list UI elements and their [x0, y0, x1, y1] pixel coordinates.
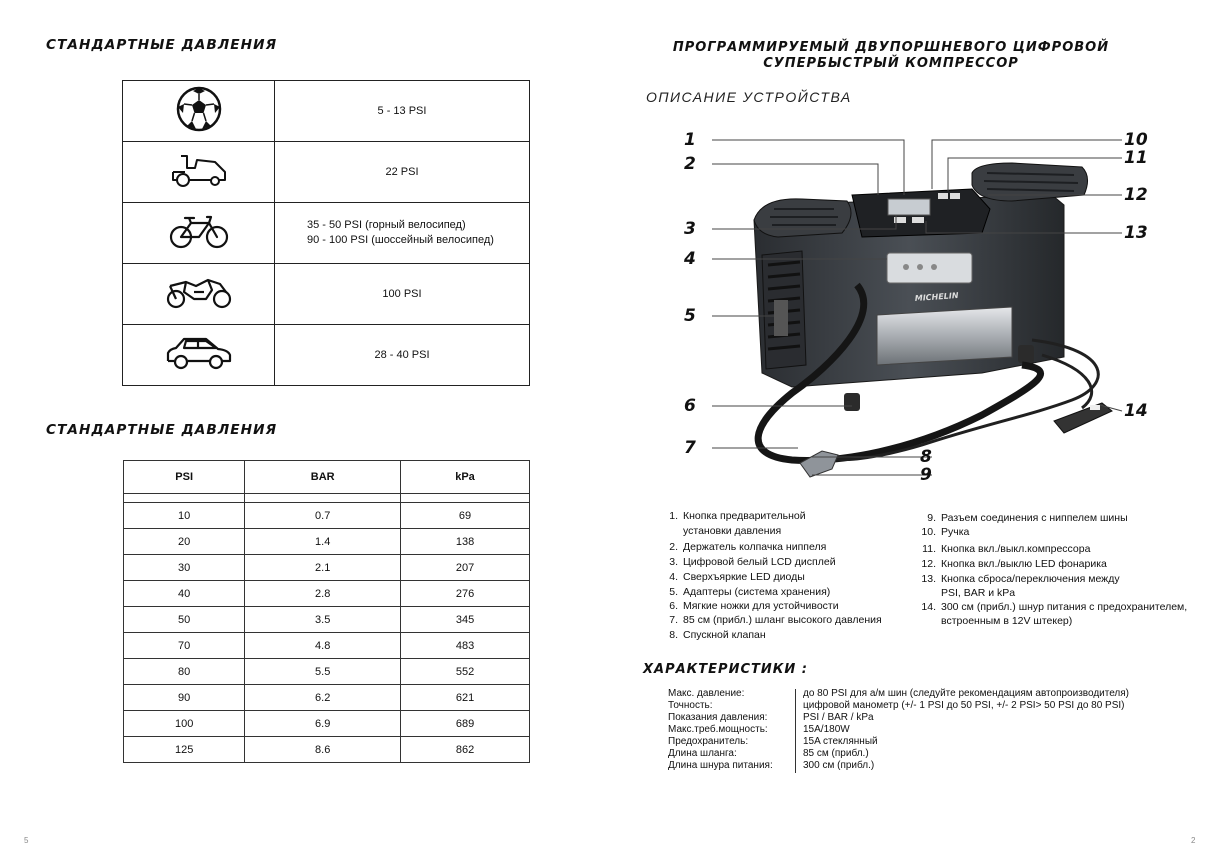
soft-foot: [1018, 345, 1034, 363]
standard-pressures-heading-2: СТАНДАРТНЫЕ ДАВЛЕНИЯ: [46, 423, 278, 438]
table-row: [123, 203, 530, 264]
pressure-icon-table: [122, 80, 530, 386]
power-cord: [1042, 355, 1092, 408]
pressure-value-cell: 35 - 50 PSI (горный велосипед) 90 - 100 PSI (шоссейный велосипед): [275, 203, 530, 264]
callout-1: 1: [684, 130, 696, 150]
icon-cell: [123, 203, 275, 264]
callout-4: 4: [684, 249, 696, 269]
display-button: [938, 193, 948, 199]
table-row: 125 8.6 862: [124, 737, 530, 763]
callout-13: 13: [1124, 223, 1148, 243]
spec-label: Длина шнура питания:: [668, 760, 773, 771]
table-header-row: [124, 461, 530, 494]
list-item: 7. 85 см (прибл.) шланг высокого давления: [669, 614, 882, 626]
table-row: [123, 81, 530, 142]
table-row: [123, 264, 530, 325]
spec-label: Показания давления:: [668, 712, 768, 723]
spec-value: 15A/180W: [803, 724, 850, 735]
table-row: 100 6.9 689: [124, 711, 530, 737]
lawn-mower-icon: [167, 150, 231, 190]
callout-7: 7: [684, 438, 696, 458]
compressor-illustration: [682, 125, 1154, 500]
table-row: 80 5.5 552: [124, 659, 530, 685]
soft-foot: [844, 393, 860, 411]
brand-logo: MICHELIN: [914, 290, 959, 303]
lcd-display: [888, 199, 930, 215]
spec-value: цифровой манометр (+/- 1 PSI до 50 PSI, +/- 2 PSI> 50 PSI до 80 PSI): [803, 700, 1125, 711]
led-diode: [917, 264, 923, 270]
icon-cell: [123, 142, 275, 203]
spec-value: до 80 PSI для а/м шин (следуйте рекомендациям автопроизводителя): [803, 688, 1130, 699]
column-header-bar: BAR: [245, 461, 401, 494]
pressure-conversion-table: [123, 460, 530, 763]
list-item: 13. Кнопка сброса/переключения между: [921, 573, 1120, 585]
table-spacer-row: [124, 494, 530, 503]
spec-value: 300 см (прибл.): [803, 760, 875, 771]
table-row: 70 4.8 483: [124, 633, 530, 659]
spec-value: PSI / BAR / kPa: [803, 712, 874, 723]
fuse-indicator: [1090, 405, 1100, 410]
icon-cell: [123, 264, 275, 325]
compressor-cylinder: [877, 307, 1012, 365]
table-row: 10 0.7 69: [124, 503, 530, 529]
table-row: 20 1.4 138: [124, 529, 530, 555]
specs-divider: [795, 689, 796, 773]
callout-3: 3: [684, 219, 696, 239]
device-description-subtitle: ОПИСАНИЕ УСТРОЙСТВА: [646, 89, 852, 105]
display-button: [950, 193, 960, 199]
pressure-value-cell: 28 - 40 PSI: [275, 325, 530, 386]
icon-cell: [123, 325, 275, 386]
motorcycle-icon: [164, 272, 234, 312]
list-item: 9. Разъем соединения с ниппелем шины: [927, 512, 1128, 524]
callout-5: 5: [684, 306, 696, 326]
specifications-heading: ХАРАКТЕРИСТИКИ :: [643, 662, 808, 677]
spec-label: Предохранитель:: [668, 736, 749, 747]
spec-label: Точность:: [668, 700, 713, 711]
led-panel: [887, 253, 972, 283]
bicycle-icon: [167, 211, 231, 251]
callout-11: 11: [1124, 148, 1148, 168]
table-row: 30 2.1 207: [124, 555, 530, 581]
callout-14: 14: [1124, 401, 1148, 421]
pressure-value-cell: 100 PSI: [275, 264, 530, 325]
list-item-continuation: PSI, BAR и kPa: [941, 587, 1016, 599]
table-row: [123, 142, 530, 203]
list-item: 10. Ручка: [921, 526, 970, 538]
table-row: 50 3.5 345: [124, 607, 530, 633]
list-item-continuation: встроенным в 12V штекер): [941, 615, 1073, 627]
list-item-continuation: установки давления: [683, 525, 782, 537]
list-item: 3. Цифровой белый LCD дисплей: [669, 556, 836, 568]
table-row: 90 6.2 621: [124, 685, 530, 711]
list-item: 1. Кнопка предварительной: [669, 510, 806, 522]
adapter-storage: [774, 300, 788, 336]
icon-cell: [123, 81, 275, 142]
callout-6: 6: [684, 396, 696, 416]
list-item: 2. Держатель колпачка ниппеля: [669, 541, 827, 553]
callout-9: 9: [920, 465, 932, 485]
list-item: 8. Спускной клапан: [669, 629, 766, 641]
display-button: [912, 217, 924, 223]
tire-connector: [800, 451, 838, 477]
callout-12: 12: [1124, 185, 1148, 205]
spec-label: Макс. давление:: [668, 688, 745, 699]
list-item: 6. Мягкие ножки для устойчивости: [669, 600, 839, 612]
pressure-value-cell: 22 PSI: [275, 142, 530, 203]
pressure-value-cell: 5 - 13 PSI: [275, 81, 530, 142]
product-title-line-2: СУПЕРБЫСТРЫЙ КОМПРЕССОР: [763, 56, 1019, 71]
list-item: 11. Кнопка вкл./выкл.компрессора: [922, 543, 1091, 555]
callout-8: 8: [920, 447, 932, 467]
led-diode: [903, 264, 909, 270]
table-row: [123, 325, 530, 386]
column-header-kpa: kPa: [401, 461, 530, 494]
spec-label: Макс.треб.мощность:: [668, 724, 768, 735]
list-item: 12. Кнопка вкл./выклю LED фонарика: [921, 558, 1107, 570]
spec-label: Длина шланга:: [668, 748, 737, 759]
callout-10: 10: [1124, 130, 1148, 150]
led-diode: [931, 264, 937, 270]
spec-value: 85 см (прибл.): [803, 748, 869, 759]
page-number-left: 5: [24, 836, 29, 845]
spec-value: 15A стеклянный: [803, 736, 878, 747]
page-number-right: 2: [1191, 836, 1196, 845]
column-header-psi: PSI: [124, 461, 245, 494]
list-item: 4. Сверхъяркие LED диоды: [669, 571, 805, 583]
callout-2: 2: [684, 154, 696, 174]
list-item: 5. Адаптеры (система хранения): [669, 586, 831, 598]
table-row: 40 2.8 276: [124, 581, 530, 607]
product-title-line-1: ПРОГРАММИРУЕМЫЙ ДВУПОРШНЕВОГО ЦИФРОВОЙ: [672, 40, 1110, 55]
car-icon: [164, 333, 234, 373]
soccer-ball-icon: [175, 85, 223, 133]
list-item: 14. 300 см (прибл.) шнур питания с предохранителем,: [921, 601, 1188, 613]
standard-pressures-heading: СТАНДАРТНЫЕ ДАВЛЕНИЯ: [46, 38, 278, 53]
